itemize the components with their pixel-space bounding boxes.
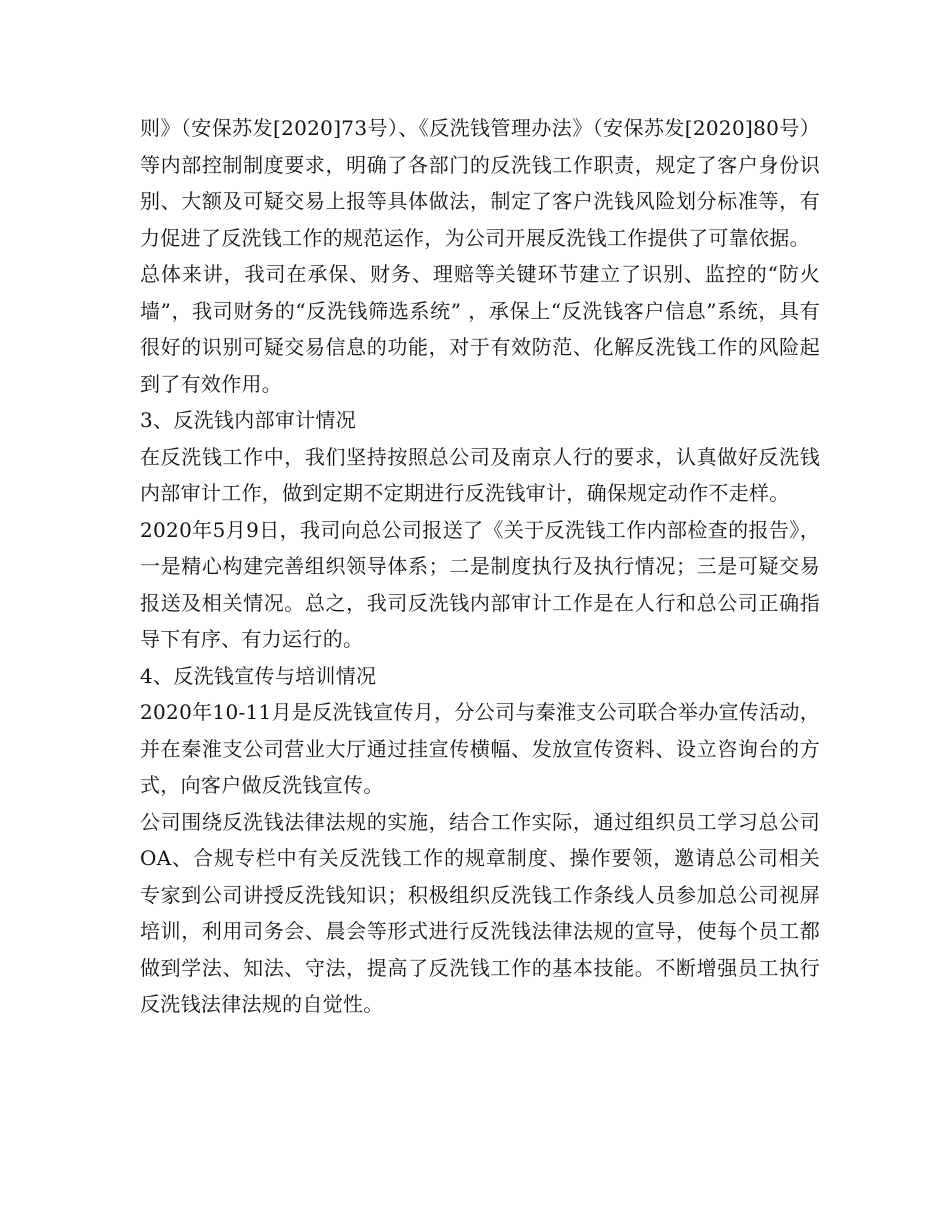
paragraph-internal-control-rules: 则》（安保苏发[2020]73号）、《反洗钱管理办法》（安保苏发[2020]80号）等内部控制制度要求，明确了各部门的反洗钱工作职责，规定了客户身份识别、大额及可疑交易上报等具体做法，制定了客户洗钱风险划分标准等，有力促进了反洗钱工作的规范运作，为公司开展反洗钱工作提供了可靠依据。: [140, 116, 820, 250]
paragraph-audit-report: 2020年5月9日，我司向总公司报送了《关于反洗钱工作内部检查的报告》，一是精心构建完善组织领导体系；二是制度执行及执行情况；三是可疑交易报送及相关情况。总之，我司反洗钱内部审计工作是在人行和总公司正确指导下有序、有力运行的。: [140, 517, 820, 651]
paragraph-publicity-month: 2020年10-11月是反洗钱宣传月，分公司与秦淮支公司联合举办宣传活动，并在秦淮支公司营业大厅通过挂宣传横幅、发放宣传资料、设立咨询台的方式，向客户做反洗钱宣传。: [140, 700, 820, 797]
section-heading-internal-audit: 3、反洗钱内部审计情况: [140, 408, 357, 432]
paragraph-firewall-summary: 总体来讲，我司在承保、财务、理赔等关键环节建立了识别、监控的“防火墙”，我司财务的“反洗钱筛选系统” ，承保上“反洗钱客户信息”系统，具有很好的识别可疑交易信息的功能，对于有效防范、化解反洗钱工作的风险起到了有效作用。: [140, 262, 820, 396]
paragraph-internal-audit-work: 在反洗钱工作中，我们坚持按照总公司及南京人行的要求，认真做好反洗钱内部审计工作，做到定期不定期进行反洗钱审计，确保规定动作不走样。: [140, 444, 820, 505]
paragraph-staff-training: 公司围绕反洗钱法律法规的实施，结合工作实际，通过组织员工学习总公司OA、合规专栏中有关反洗钱工作的规章制度、操作要领，邀请总公司相关专家到公司讲授反洗钱知识；积极组织反洗钱工作条线人员参加总公司视屏培训，利用司务会、晨会等形式进行反洗钱法律法规的宣导，使每个员工都做到学法、知法、守法，提高了反洗钱工作的基本技能。不断增强员工执行反洗钱法律法规的自觉性。: [140, 809, 820, 1016]
section-heading-publicity-training: 4、反洗钱宣传与培训情况: [140, 663, 377, 688]
document-body: [140, 110, 820, 1023]
